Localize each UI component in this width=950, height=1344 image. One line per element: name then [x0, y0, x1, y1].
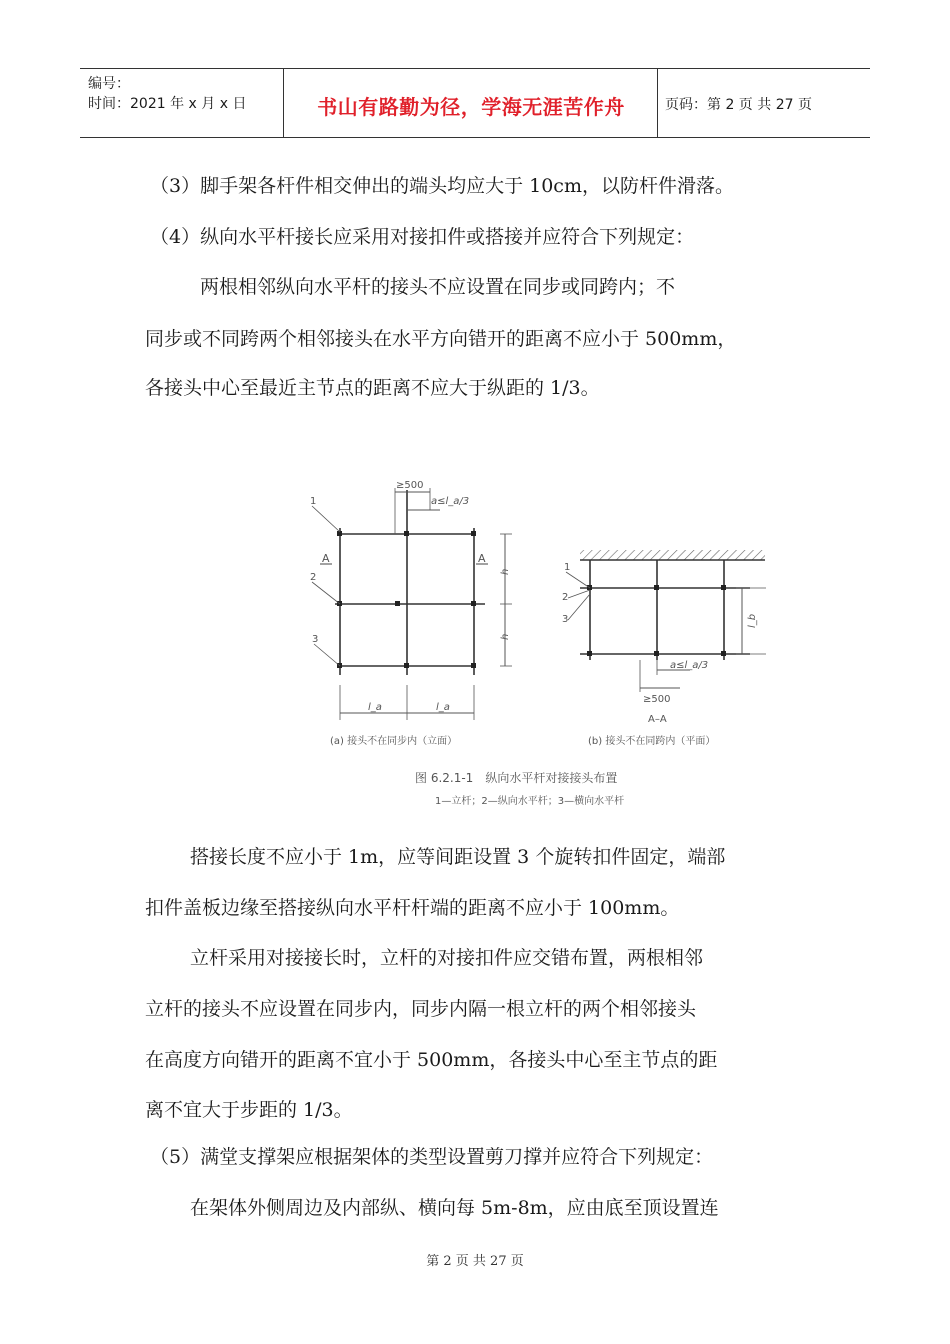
svg-text:3: 3: [562, 614, 569, 625]
page-header: [80, 68, 870, 138]
svg-text:2: 2: [562, 592, 569, 603]
paragraph-4-2-line1: 搭接长度不应小于 1m，应等间距设置 3 个旋转扣件固定，端部: [190, 846, 726, 868]
doc-number-label: 编号：: [88, 76, 130, 92]
svg-text:1: 1: [310, 496, 317, 507]
svg-text:a≤l_a/3: a≤l_a/3: [670, 660, 709, 671]
page-footer: 第 2 页 共 27 页: [426, 1254, 524, 1269]
svg-text:l_a: l_a: [368, 702, 382, 713]
svg-text:(a) 接头不在同步内（立面）: (a) 接头不在同步内（立面）: [330, 736, 458, 747]
svg-text:A: A: [478, 552, 486, 565]
header-motto-cell: [285, 69, 658, 137]
paragraph-4-3-line1: 立杆采用对接接长时，立杆的对接扣件应交错布置，两根相邻: [190, 947, 704, 969]
svg-text:l_b: l_b: [747, 613, 758, 628]
elevation-view: [310, 480, 512, 747]
svg-text:(b) 接头不在同跨内（平面）: (b) 接头不在同跨内（平面）: [588, 736, 716, 747]
paragraph-4-1-line3: 各接头中心至最近主节点的距离不应大于纵距的 1/3。: [145, 377, 600, 399]
figure-title: 图 6.2.1-1 纵向水平杆对接接头布置: [415, 771, 618, 785]
svg-text:A–A: A–A: [648, 714, 667, 725]
header-meta-cell: [80, 69, 284, 137]
svg-text:l_a: l_a: [436, 702, 450, 713]
paragraph-3: （3）脚手架各杆件相交伸出的端头均应大于 10cm，以防杆件滑落。: [150, 175, 734, 197]
paragraph-4-3-line2: 立杆的接头不应设置在同步内，同步内隔一根立杆的两个相邻接头: [145, 998, 697, 1020]
svg-text:a≤l_a/3: a≤l_a/3: [431, 496, 470, 507]
header-motto: 书山有路勤为径，学海无涯苦作舟: [317, 95, 625, 119]
header-page-cell: [659, 69, 869, 137]
paragraph-4-2-line2: 扣件盖板边缘至搭接纵向水平杆杆端的距离不应小于 100mm。: [145, 897, 680, 919]
paragraph-4-3-line3: 在高度方向错开的距离不宜小于 500mm，各接头中心至主节点的距: [145, 1049, 718, 1071]
paragraph-5: （5）满堂支撑架应根据架体的类型设置剪刀撑并应符合下列规定：: [150, 1146, 714, 1168]
svg-text:h: h: [500, 633, 511, 640]
paragraph-4-1-line2: 同步或不同跨两个相邻接头在水平方向错开的距离不应小于 500mm，: [145, 328, 737, 350]
figure-6-2-1-1: [290, 470, 770, 820]
plan-view: [562, 550, 766, 747]
doc-date-label: 时间：2021 年 x 月 x 日: [88, 96, 247, 112]
header-page-info: 页码：第 2 页 共 27 页: [665, 97, 812, 113]
svg-text:1: 1: [564, 562, 571, 573]
paragraph-4: （4）纵向水平杆接长应采用对接扣件或搭接并应符合下列规定：: [150, 226, 695, 248]
svg-text:≥500: ≥500: [643, 694, 671, 705]
paragraph-5-1: 在架体外侧周边及内部纵、横向每 5m-8m，应由底至顶设置连: [190, 1197, 719, 1219]
svg-text:2: 2: [310, 572, 317, 583]
svg-text:3: 3: [312, 634, 319, 645]
joint-layout-diagram: [290, 470, 770, 820]
paragraph-4-3-line4: 离不宜大于步距的 1/3。: [145, 1099, 353, 1121]
svg-text:≥500: ≥500: [396, 480, 424, 491]
svg-text:h: h: [500, 568, 511, 575]
figure-legend: 1—立杆；2—纵向水平杆；3—横向水平杆: [435, 796, 625, 807]
svg-text:A: A: [322, 552, 330, 565]
paragraph-4-1-line1: 两根相邻纵向水平杆的接头不应设置在同步或同跨内；不: [200, 276, 676, 298]
